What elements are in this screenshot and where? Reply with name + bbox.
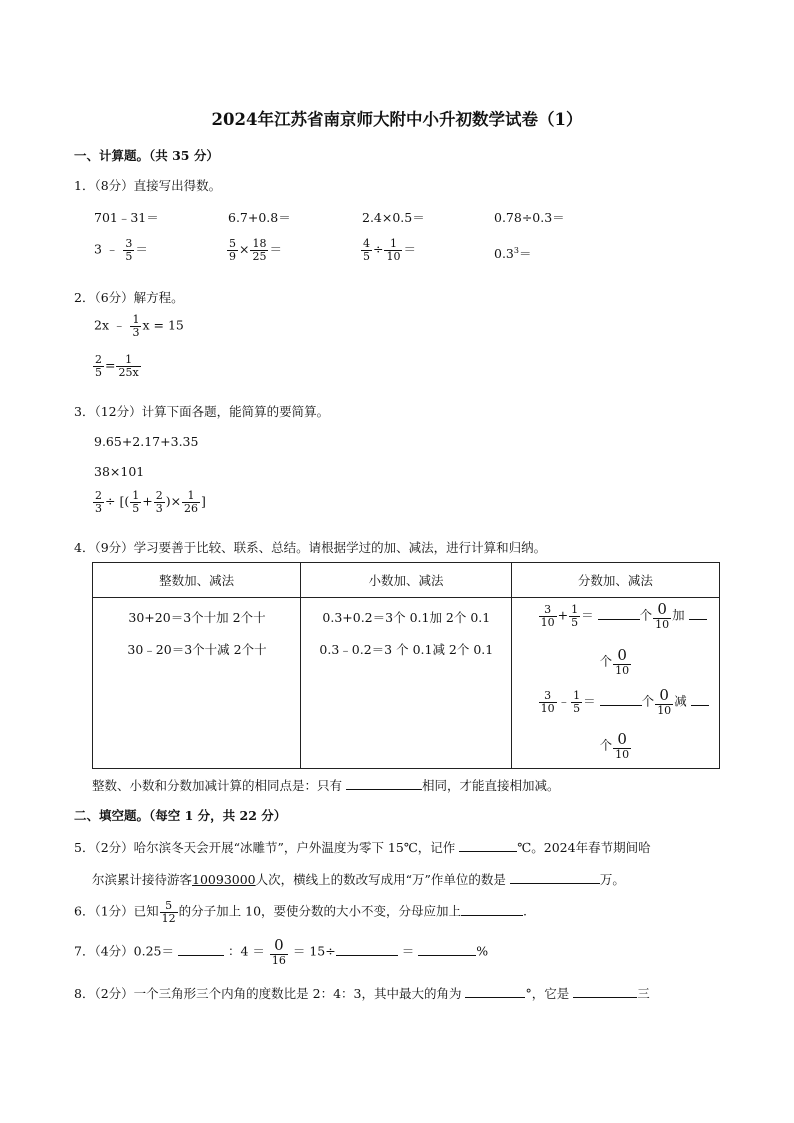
page-title: 2024年江苏省南京师大附中小升初数学试卷（1） <box>211 110 583 129</box>
q1-item-2: 6.7+0.8＝ <box>228 210 291 225</box>
q1-item-6: $\frac{5}{9}$ × $\frac{18}{25}$ ＝ <box>229 237 282 263</box>
comparison-table <box>92 562 720 769</box>
q8-blank-1[interactable] <box>465 987 525 998</box>
q8-blank-2[interactable] <box>573 987 637 998</box>
decimal-line-2: 0.3﹣0.2＝3 个 0.1减 2个 0.1 <box>319 642 494 657</box>
q5-blank-2[interactable] <box>510 873 600 884</box>
q7-blank-3[interactable] <box>418 945 476 956</box>
integer-line-1: 30+20＝3个十加 2个十 <box>128 610 266 625</box>
decimal-line-1: 0.3+0.2＝3个 0.1加 2个 0.1 <box>322 610 491 625</box>
table-header-decimal: 小数加、减法 <box>301 563 511 598</box>
q2-label: 2．（6分）解方程。 <box>74 290 184 305</box>
underlined-number: 10093000 <box>192 872 256 887</box>
summary-blank[interactable] <box>346 779 422 790</box>
table-cell-decimal <box>301 598 511 769</box>
q1-item-7: $\frac{4}{5}$ ÷ $\frac{1}{10}$ ＝ <box>363 237 416 263</box>
section1-heading: 一、计算题。（共 35 分） <box>74 148 219 163</box>
q3-label: 3．（12分）计算下面各题，能简算的要简算。 <box>74 404 330 419</box>
fraction-add-blank[interactable] <box>598 609 640 620</box>
table-header-integer: 整数加、减法 <box>93 563 301 598</box>
q6-line: 6．（1分）已知 $\frac{5}{12}$ 的分子加上 10，要使分数的大小不变，分母应加上 . <box>74 899 528 925</box>
q6-blank[interactable] <box>461 905 523 916</box>
q7-blank-1[interactable] <box>178 945 224 956</box>
q4-summary: 整数、小数和分数加减计算的相同点是：只有 相同，才能直接相加减。 <box>92 778 560 793</box>
q5-blank-1[interactable] <box>459 841 517 852</box>
q3-expr-1: 9.65+2.17+3.35 <box>94 434 199 449</box>
q3-expr-3: $\frac{2}{3}$ ÷ [( $\frac{1}{5}$ + $\frac{2}{3}$ )× $\frac{1}{26}$ ] <box>95 489 206 515</box>
table-cell-integer <box>93 598 301 769</box>
fraction-sub-line: $\frac{3}{10}$ ﹣ $\frac{1}{5}$ ＝ 个 $\frac{0}{10}$ 减 <box>538 688 709 716</box>
q1-item-4: 0.78÷0.3＝ <box>494 210 565 225</box>
fraction-sub-blank-2[interactable] <box>691 695 709 706</box>
table-cell-fraction <box>511 598 719 769</box>
integer-line-2: 30﹣20＝3个十减 2个十 <box>127 642 267 657</box>
q7-line: 7．（4分）0.25＝ ：4 ＝ $\frac{0}{16}$ ＝ 15÷ ＝ % <box>74 936 489 967</box>
fraction-sub-line-2: 个 $\frac{0}{10}$ <box>599 730 630 761</box>
q1-item-3: 2.4×0.5＝ <box>362 210 425 225</box>
q2-equation-1: 2x ﹣ $\frac{1}{3}$ x = 15 <box>94 313 184 339</box>
q2-equation-2: $\frac{2}{5}$ = $\frac{1}{25x}$ <box>95 353 139 379</box>
q5-line-1: 5．（2分）哈尔滨冬天会开展“冰雕节”，户外温度为零下 15℃，记作 ℃。2024年春节期间哈 <box>74 840 651 855</box>
q7-blank-2[interactable] <box>336 945 398 956</box>
fraction-sub-blank[interactable] <box>600 695 642 706</box>
table-header-fraction: 分数加、减法 <box>511 563 719 598</box>
q3-expr-2: 38×101 <box>94 464 145 479</box>
fraction-add-line-2: 个 $\frac{0}{10}$ <box>599 646 630 677</box>
fraction-add-blank-2[interactable] <box>689 609 707 620</box>
q5-line-2: 尔滨累计接待游客10093000人次，横线上的数改写成用“万”作单位的数是 万。 <box>92 872 625 887</box>
q4-label: 4．（9分）学习要善于比较、联系、总结。请根据学过的加、减法，进行计算和归纳。 <box>74 540 547 555</box>
fraction-add-line: $\frac{3}{10}$ + $\frac{1}{5}$ ＝ 个 $\frac{0}{10}$ 加 <box>538 602 707 630</box>
q1-item-5: 3 ﹣ $\frac{3}{5}$ ＝ <box>94 237 148 263</box>
q8-line: 8．（2分）一个三角形三个内角的度数比是 2：4：3，其中最大的角为 °，它是 三 <box>74 986 650 1001</box>
q1-label: 1．（8分）直接写出得数。 <box>74 178 222 193</box>
q1-item-1: 701﹣31＝ <box>94 210 159 225</box>
section2-heading: 二、填空题。（每空 1 分，共 22 分） <box>74 808 287 823</box>
q1-item-8: $0.3^3=$ <box>494 245 532 261</box>
